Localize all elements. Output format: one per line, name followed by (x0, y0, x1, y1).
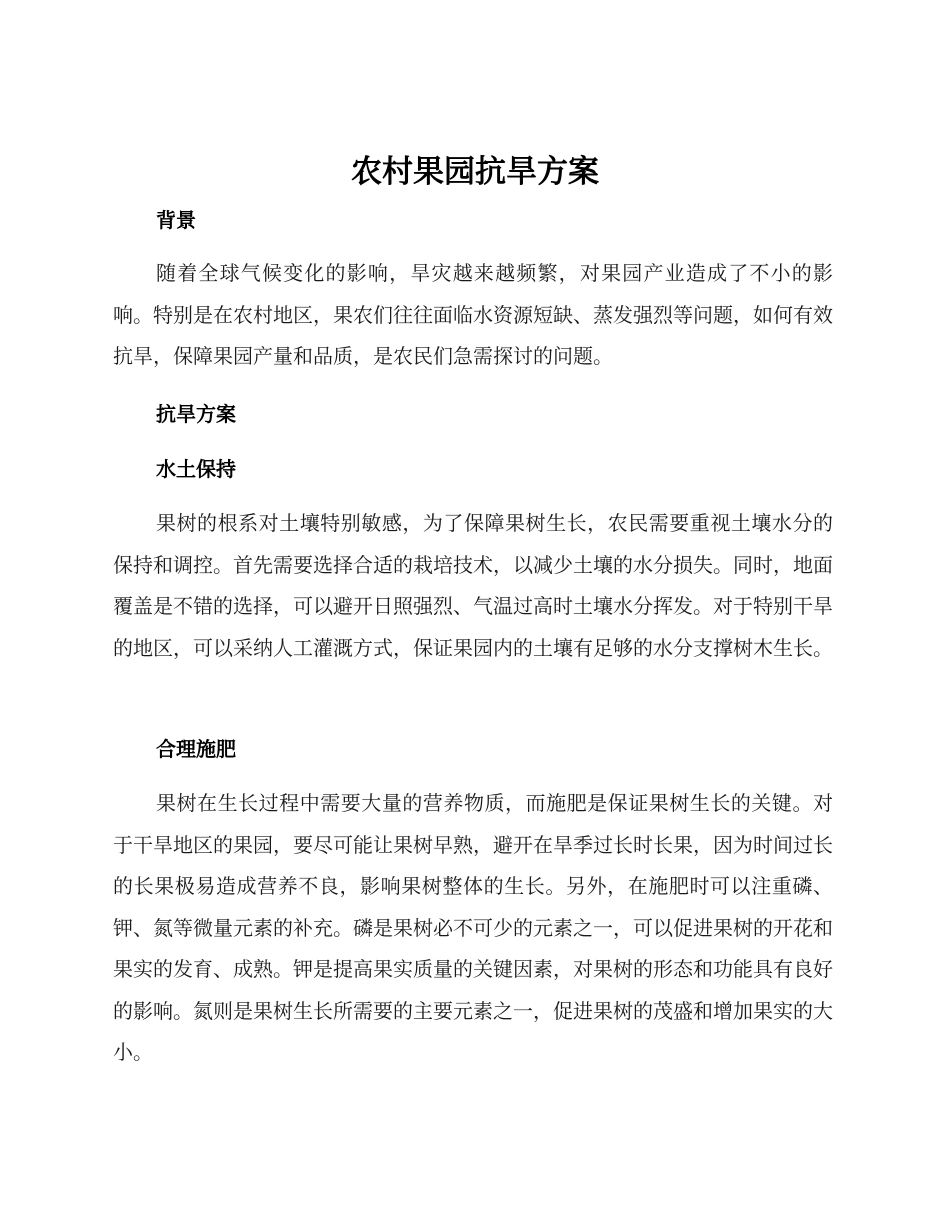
paragraph-background: 随着全球气候变化的影响，旱灾越来越频繁，对果园产业造成了不小的影响。特别是在农村地区，果农们往往面临水资源短缺、蒸发强烈等问题，如何有效抗旱，保障果园产量和品质，是农民们急需探讨的问题。 (113, 261, 833, 368)
paragraph-soil-water: 果树的根系对土壤特别敏感，为了保障果树生长，农民需要重视土壤水分的保持和调控。首先需要选择合适的栽培技术，以减少土壤的水分损失。同时，地面覆盖是不错的选择，可以避开日照强烈、气温过高时土壤水分挥发。对于特别干旱的地区，可以采纳人工灌溉方式，保证果园内的土壤有足够的水分支撑树木生长。 (113, 511, 833, 660)
section-heading-soil-water: 水土保持 (156, 457, 236, 481)
section-heading-background: 背景 (156, 208, 196, 232)
document-title: 农村果园抗旱方案 (351, 154, 599, 190)
section-heading-fertilization: 合理施肥 (156, 737, 236, 761)
paragraph-fertilization: 果树在生长过程中需要大量的营养物质，而施肥是保证果树生长的关键。对于干旱地区的果园，要尽可能让果树早熟，避开在旱季过长时长果，因为时间过长的长果极易造成营养不良，影响果树整体的生长。另外，在施肥时可以注重磷、钾、氮等微量元素的补充。磷是果树必不可少的元素之一，可以促进果树的开花和果实的发育、成熟。钾是提高果实质量的关键因素，对果树的形态和功能具有良好的影响。氮则是果树生长所需要的主要元素之一，促进果树的茂盛和增加果实的大小。 (113, 791, 833, 1064)
section-heading-drought-plan: 抗旱方案 (156, 402, 236, 426)
